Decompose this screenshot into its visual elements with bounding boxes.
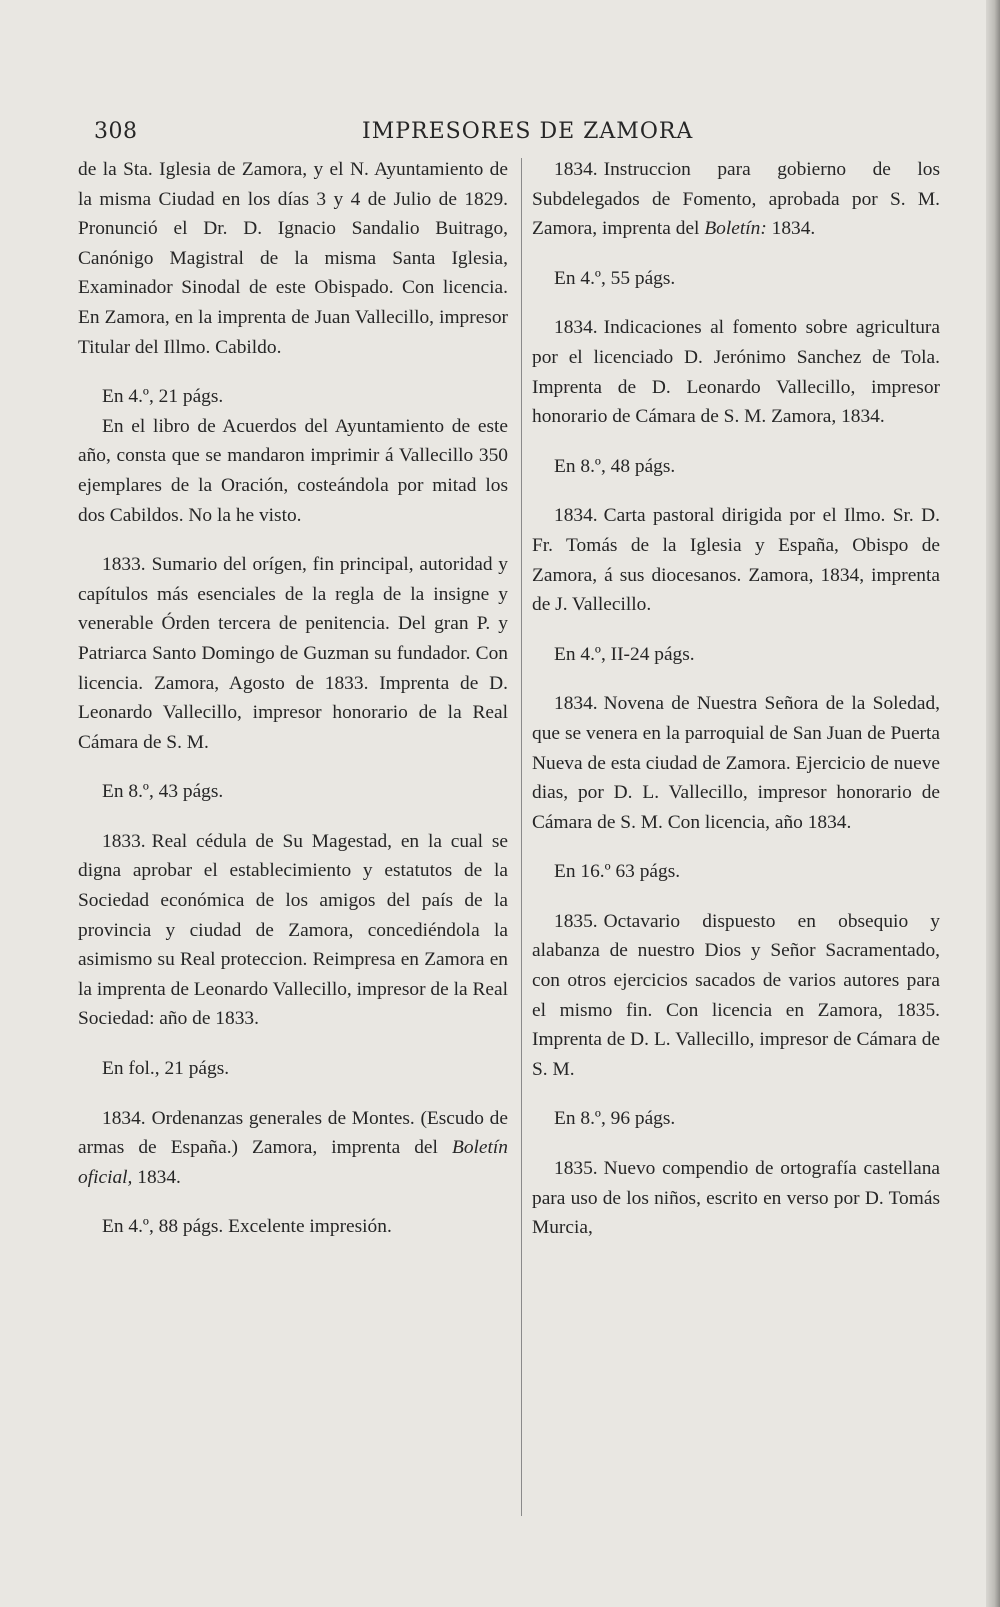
entry-gap [532, 669, 940, 689]
entry-year: 1834. [102, 1107, 146, 1129]
entry-note: En el libro de Acuerdos del Ayuntamiento de este año, consta que se mandaron imprimir á Vallecillo 350 ejemplares de la Oración, costeándola por mitad los dos Cabildos. No la he visto. [78, 415, 508, 526]
entry-body [532, 501, 940, 619]
entry-format: En 8.º, 43 págs. [102, 781, 224, 803]
entry-text: Novena de Nuestra Señora de la Soledad, que se venera en la parroquial de San Juan de Puerta Nueva de esta ciudad de Zamora. Ejercicio de nueve dias, por D. L. Vallecillo, impresor honorario de Cámara de S. M. Con licencia, año 1834. [532, 693, 940, 833]
entry-body [78, 550, 508, 757]
entry-format: En 4.º, 55 págs. [554, 267, 676, 289]
entry-format: En 8.º, 96 págs. [554, 1108, 676, 1130]
right-column [532, 155, 940, 1243]
column-divider [521, 158, 522, 1516]
entry-year: 1833. [102, 830, 146, 852]
entry-gap [532, 481, 940, 501]
bibliographic-entry [78, 550, 508, 807]
left-column [78, 155, 508, 1242]
entry-text: Instruccion para gobierno de los Subdelegados de Fomento, aprobada por S. M. Zamora, imprenta del [532, 159, 940, 240]
entry-text: Real cédula de Su Magestad, en la cual se digna aprobar el establecimiento y estatutos de la Sociedad económica de los amigos del país de la provincia y ciudad de Zamora, concediéndola la asimismo su Real proteccion. Reimpresa en Zamora en la imprenta de Leonardo Vallecillo, impresor de la Real Sociedad: año de 1833. [78, 830, 508, 1030]
entry-body [532, 689, 940, 837]
entry-format: En fol., 21 págs. [102, 1058, 230, 1080]
entry-text: Ordenanzas generales de Montes. (Escudo de armas de España.) Zamora, imprenta del [78, 1107, 508, 1159]
entry-format: En 4.º, II-24 págs. [554, 643, 695, 665]
bibliographic-entry [532, 155, 940, 293]
entry-gap [532, 293, 940, 313]
entry-text: Nuevo compendio de ortografía castellana para uso de los niños, escrito en verso por D. Tomás Murcia, [532, 1158, 940, 1239]
entry-format: En 16.º 63 págs. [554, 861, 681, 883]
entry-year: 1835. [554, 1158, 598, 1180]
entry-gap [78, 530, 508, 550]
entry-body [532, 155, 940, 244]
entry-body [532, 313, 940, 431]
entry-text: Octavario dispuesto en obsequio y alabanza de nuestro Dios y Señor Sacramentado, con otros ejercicios sacados de varios autores para el mismo fin. Con licencia en Zamora, 1835. Imprenta de D. L. Vallecillo, impresor de Cámara de S. M. [532, 910, 940, 1080]
entry-year: 1834. [554, 159, 598, 180]
entry-text-italic: Boletín oficial, [78, 1137, 508, 1188]
entry-year: 1833. [102, 554, 146, 576]
entry-format: En 4.º, 21 págs. [102, 386, 224, 408]
entry-year: 1834. [554, 693, 598, 715]
entry-year: 1835. [554, 910, 598, 932]
bibliographic-entry [532, 501, 940, 669]
entry-text: Sumario del orígen, fin principal, autoridad y capítulos más esenciales de la regla de la insigne y venerable Órden tercera de penitencia. Del gran P. y Patriarca Santo Domingo de Guzman su fundador. Con licencia. Zamora, Agosto de 1833. Imprenta de D. Leonardo Vallecillo, impresor honorario de la Real Cámara de S. M. [78, 554, 508, 753]
entry-body [532, 1154, 940, 1243]
bibliographic-entry [532, 313, 940, 481]
bibliographic-entry [78, 827, 508, 1084]
entry-text: 1834. [771, 218, 816, 240]
entry-gap [532, 1134, 940, 1154]
entry-format: En 4.º, 88 págs. Excelente impresión. [102, 1216, 392, 1238]
entry-text: de la Sta. Iglesia de Zamora, y el N. Ayuntamiento de la misma Ciudad en los días 3 y 4 de Julio de 1829. Pronunció el Dr. D. Ignacio Sandalio Buitrago, Canónigo Magistral de la misma Santa Iglesia, Examinador Sinodal de este Obispado. Con licencia. En Zamora, en la imprenta de Juan Vallecillo, impresor Titular del Illmo. Cabildo. [78, 159, 508, 358]
bibliographic-entry [78, 1104, 508, 1242]
bibliographic-entry [532, 689, 940, 887]
page-edge [986, 0, 1000, 1607]
page-header [84, 113, 694, 149]
page-number: 308 [94, 119, 138, 144]
entry-gap [78, 1084, 508, 1104]
entry-year: 1834. [554, 317, 598, 339]
entry-gap [532, 887, 940, 907]
entry-text: 1834. [137, 1166, 181, 1188]
entry-gap [78, 807, 508, 827]
running-title: IMPRESORES DE ZAMORA [362, 119, 694, 144]
entry-text: Carta pastoral dirigida por el Ilmo. Sr. D. Fr. Tomás de la Iglesia y España, Obispo de Zamora, á sus diocesanos. Zamora, 1834, imprenta de J. Vallecillo. [532, 505, 940, 616]
entry-body [532, 907, 940, 1085]
entry-text-italic: Boletín: [704, 218, 767, 240]
entry-year: 1834. [554, 505, 598, 527]
entry-text: Indicaciones al fomento sobre agricultura por el licenciado D. Jerónimo Sanchez de Tola. Imprenta de D. Leonardo Vallecillo, impresor honorario de Cámara de S. M. Zamora, 1834. [532, 317, 940, 428]
entry-body [78, 827, 508, 1034]
bibliographic-entry [78, 155, 508, 530]
bibliographic-entry [532, 907, 940, 1134]
entry-body [78, 1104, 508, 1193]
entry-format: En 8.º, 48 págs. [554, 455, 676, 477]
bibliographic-entry [532, 1154, 940, 1243]
